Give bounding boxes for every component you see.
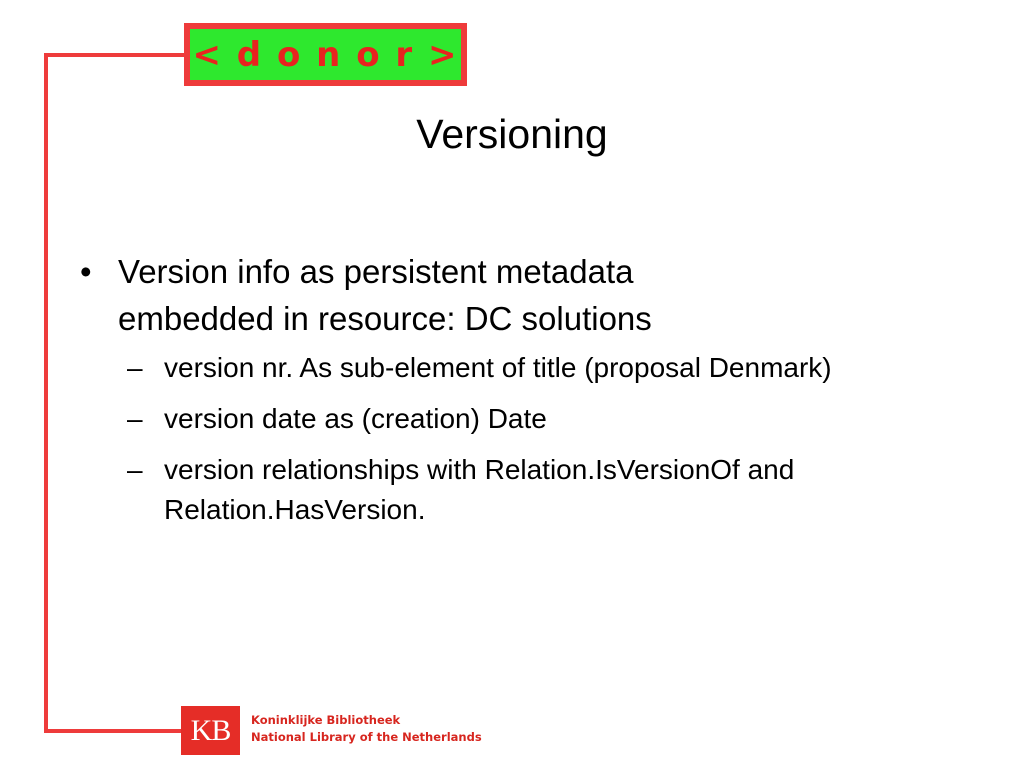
- kb-logo: [181, 706, 240, 755]
- sub-bullet-text: version relationships with Relation.IsVersionOf and Relation.HasVersion.: [164, 454, 795, 525]
- kb-caption-line1: Koninklijke Bibliotheek: [251, 713, 401, 727]
- sub-bullet-item: [127, 450, 887, 530]
- sub-bullet-marker: –: [127, 454, 143, 485]
- kb-caption-line2: National Library of the Netherlands: [251, 730, 482, 744]
- sub-bullet-item: [127, 348, 887, 388]
- donor-logo-text: < d o n o r >: [192, 34, 459, 75]
- donor-logo-inner: [190, 29, 461, 80]
- sub-bullet-list: [127, 348, 887, 541]
- kb-caption: [251, 712, 482, 746]
- sub-bullet-text: version date as (creation) Date: [164, 403, 547, 434]
- frame-top-line: [44, 53, 186, 57]
- slide-title: Versioning: [416, 111, 608, 157]
- sub-bullet-item: [127, 399, 887, 439]
- sub-bullet-marker: –: [127, 352, 143, 383]
- sub-bullet-marker: –: [127, 403, 143, 434]
- donor-logo: [184, 23, 467, 86]
- frame-bottom-line: [44, 729, 184, 733]
- bullet-marker: •: [80, 253, 92, 290]
- bullet-text: Version info as persistent metadata embedded in resource: DC solutions: [118, 253, 652, 337]
- kb-logo-letters: KB: [190, 713, 231, 747]
- sub-bullet-text: version nr. As sub-element of title (proposal Denmark): [164, 352, 832, 383]
